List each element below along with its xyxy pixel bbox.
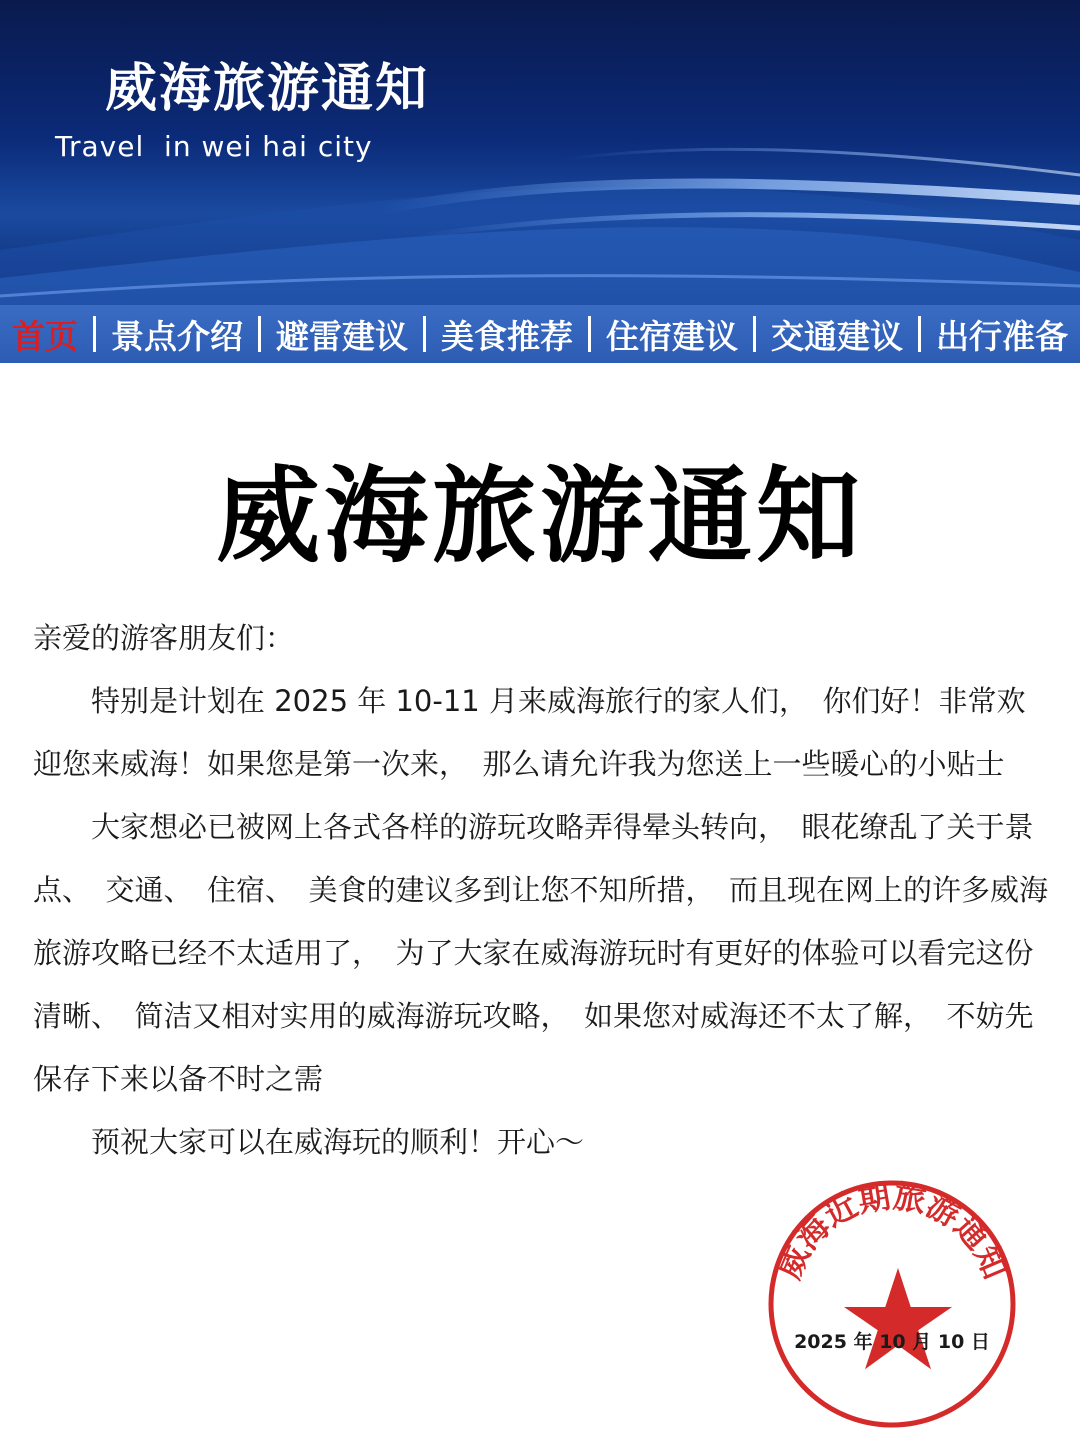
nav-item-food[interactable]: 美食推荐	[441, 316, 573, 356]
nav-separator	[423, 316, 426, 352]
paragraph-wishes: 预祝大家可以在威海玩的顺利！开心～	[91, 1125, 585, 1159]
nav-separator	[588, 316, 591, 352]
paragraph-guide-intro: 大家想必已被网上各式各样的游玩攻略弄得晕头转向， 眼花缭乱了关于景点、 交通、 住宿、 美食的建议多到让您不知所措， 而且现在网上的许多威海旅游攻略已经不太适用了， 为了大家在威海游玩时有更好的体验可以看完这份清晰、 简洁又相对实用的威海游玩攻略， 如果您对威海还不太了解， 不妨先保存下来以备不时之需	[33, 810, 1049, 1096]
nav-item-lodging[interactable]: 住宿建议	[606, 316, 738, 356]
nav-item-transport[interactable]: 交通建议	[771, 316, 903, 356]
nav-separator	[258, 316, 261, 352]
nav-separator	[93, 316, 96, 352]
nav-separator	[918, 316, 921, 352]
nav-item-attractions[interactable]: 景点介绍	[111, 316, 243, 356]
banner-title: 威海旅游通知	[105, 59, 430, 119]
greeting-line: 亲爱的游客朋友们：	[33, 621, 295, 655]
page-title: 威海旅游通知	[215, 455, 864, 577]
paragraph-welcome: 特别是计划在 2025 年 10-11 月来威海旅行的家人们， 你们好！非常欢迎您来威海！如果您是第一次来， 那么请允许我为您送上一些暖心的小贴士	[33, 684, 1026, 781]
nav-item-pitfalls[interactable]: 避雷建议	[276, 316, 408, 356]
top-nav	[0, 305, 1080, 363]
official-stamp	[766, 1178, 1018, 1430]
nav-item-home[interactable]: 首页	[12, 316, 78, 356]
stamp-arc-text: 威海近期旅游通知	[769, 1178, 1015, 1285]
banner-subtitle: Travel in wei hai city	[55, 130, 373, 163]
stamp-star-icon	[844, 1268, 952, 1369]
notice-body	[33, 607, 1048, 1174]
stamp-date: 2025 年 10 月 10 日	[794, 1331, 990, 1353]
nav-item-preparation[interactable]: 出行准备	[936, 316, 1068, 356]
header-banner	[0, 0, 1080, 305]
nav-separator	[753, 316, 756, 352]
